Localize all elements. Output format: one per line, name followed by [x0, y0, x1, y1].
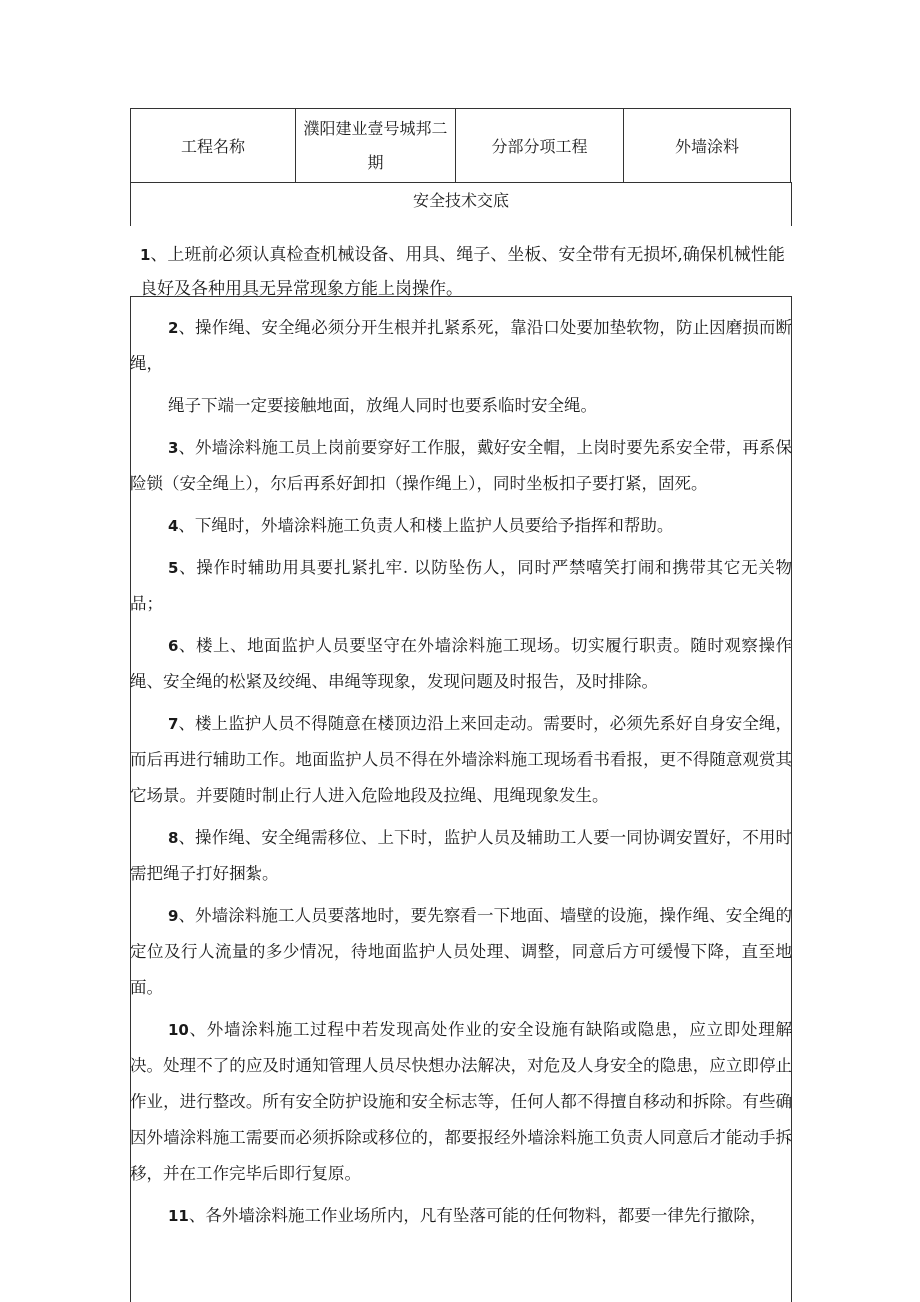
- header-row: [131, 109, 791, 183]
- section-title: 安全技术交底: [130, 182, 792, 226]
- item-5: [130, 550, 792, 622]
- item-4: [130, 508, 792, 544]
- item-11: [130, 1198, 792, 1234]
- item-8: [130, 820, 792, 892]
- item-number: 5: [167, 559, 179, 577]
- item-10: [130, 1012, 792, 1192]
- item-number: 10: [167, 1021, 189, 1039]
- item-number: 9: [167, 907, 179, 925]
- item-text: 、上班前必须认真检查机械设备、用具、绳子、坐板、安全带有无损坏,确保机械性能良好及各种用具无异常现象方能上岗操作。: [140, 245, 785, 299]
- item-number: 2: [167, 319, 179, 337]
- item-text: 、操作时辅助用具要扎紧扎牢. 以防坠伤人，同时严禁嘻笑打闹和携带其它无关物品；: [130, 558, 792, 613]
- item-number: 1: [140, 246, 151, 264]
- item-text: 、操作绳、安全绳必须分开生根并扎紧系死，靠沿口处要加垫软物，防止因磨损而断绳，: [130, 318, 792, 373]
- subdivision-label: 分部分项工程: [456, 109, 624, 183]
- item-text: 、外墙涂料施工过程中若发现高处作业的安全设施有缺陷或隐患，应立即处理解决。处理不了的应及时通知管理人员尽快想办法解决，对危及人身安全的隐患，应立即停止作业，进行整改。所有安全防护设施和安全标志等，任何人都不得擅自移动和拆除。有些确因外墙涂料施工需要而必须拆除或移位的，都要报经外墙涂料施工负责人同意后才能动手拆移，并在工作完毕后即行复原。: [130, 1020, 792, 1183]
- item-text: 、楼上监护人员不得随意在楼顶边沿上来回走动。需要时，必须先系好自身安全绳，而后再进行辅助工作。地面监护人员不得在外墙涂料施工现场看书看报，更不得随意观赏其它场景。并要随时制止行人进入危险地段及拉绳、甩绳现象发生。: [130, 714, 792, 805]
- project-name-label: 工程名称: [131, 109, 296, 183]
- item-text: 、下绳时，外墙涂料施工负责人和楼上监护人员要给予指挥和帮助。: [178, 516, 674, 535]
- item-text: 、楼上、地面监护人员要坚守在外墙涂料施工现场。切实履行职责。随时观察操作绳、安全绳的松紧及绞绳、串绳等现象，发现问题及时报告，及时排除。: [130, 636, 792, 691]
- item-2: [130, 310, 792, 382]
- item-9: [130, 898, 792, 1006]
- item-text: 、外墙涂料施工人员要落地时，要先察看一下地面、墙壁的设施，操作绳、安全绳的定位及行人流量的多少情况，待地面监护人员处理、调整，同意后方可缓慢下降，直至地面。: [130, 906, 792, 997]
- item-7: [130, 706, 792, 814]
- item-number: 11: [167, 1207, 189, 1225]
- item-number: 7: [167, 715, 179, 733]
- item-6: [130, 628, 792, 700]
- item-number: 4: [167, 517, 179, 535]
- project-name-value: 濮阳建业壹号城邦二期: [296, 109, 456, 183]
- item-list: [130, 310, 792, 1240]
- item-2-continued: [130, 388, 792, 424]
- item-text: 、外墙涂料施工员上岗前要穿好工作服，戴好安全帽，上岗时要先系安全带，再系保险锁（安全绳上），尔后再系好卸扣（操作绳上），同时坐板扣子要打紧，固死。: [130, 438, 792, 493]
- item-text: 绳子下端一定要接触地面，放绳人同时也要系临时安全绳。: [167, 396, 597, 415]
- item-3: [130, 430, 792, 502]
- item-text: 、各外墙涂料施工作业场所内，凡有坠落可能的任何物料，都要一律先行撤除，: [188, 1206, 767, 1225]
- item-number: 3: [167, 439, 179, 457]
- header-table: [130, 108, 791, 183]
- item-text: 、操作绳、安全绳需移位、上下时，监护人员及辅助工人要一同协调安置好，不用时需把绳子打好捆紮。: [130, 828, 792, 883]
- item-number: 6: [167, 637, 179, 655]
- subdivision-value: 外墙涂料: [624, 109, 791, 183]
- item-number: 8: [167, 829, 179, 847]
